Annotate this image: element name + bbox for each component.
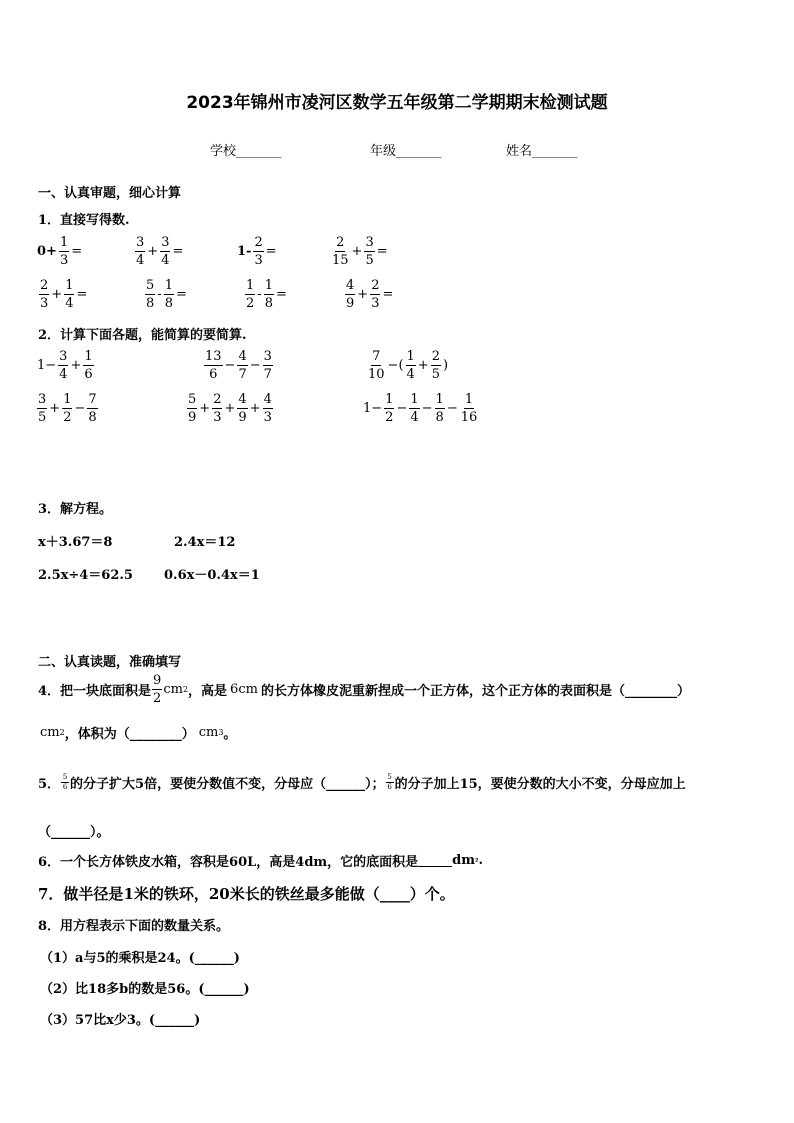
q1-fraction-den: 3 xyxy=(254,253,263,268)
q4-line2-text: ，体积为（________） xyxy=(64,727,195,742)
q1-fraction xyxy=(245,279,255,310)
q8-item-1: （1）a与5的乘积是24。(______) xyxy=(40,951,240,966)
q2-fraction xyxy=(460,393,479,424)
q1-fraction xyxy=(64,279,74,310)
q2-fraction-den: 8 xyxy=(88,410,97,425)
q6-blank[interactable] xyxy=(418,854,452,867)
q2-expression xyxy=(36,393,99,424)
q8-item-2: （2）比18多b的数是56。(______) xyxy=(40,982,250,997)
q2-fraction-den: 16 xyxy=(460,410,478,425)
q1-equals: = xyxy=(71,244,83,259)
q1-equals: = xyxy=(76,287,88,302)
q1-equals: = xyxy=(376,244,388,259)
q2-fraction-num: 3 xyxy=(38,392,47,407)
q2-fraction-den: 5 xyxy=(431,367,440,382)
q8-item-3: （3）57比x少3。(______) xyxy=(40,1013,201,1028)
q3-eq1: x＋3.67＝8 xyxy=(38,535,113,550)
q2-fraction xyxy=(384,393,394,424)
name-field: 姓名_______ xyxy=(506,144,578,159)
q2-operator: − xyxy=(74,401,86,416)
q1-prefix: 0+ xyxy=(37,244,57,259)
q1-equals: = xyxy=(265,244,277,259)
q6-sup: ² xyxy=(475,855,479,866)
q2-fraction-den: 4 xyxy=(410,410,419,425)
q2-fraction-num: 4 xyxy=(263,392,272,407)
q2-fraction-num: 1 xyxy=(435,392,444,407)
q1-fraction-num: 3 xyxy=(136,235,145,250)
q2-operator: − xyxy=(421,401,433,416)
q1-fraction-den: 9 xyxy=(346,296,355,311)
q3-eq4: 0.6x－0.4x＝1 xyxy=(164,568,260,583)
q5-label: 5． xyxy=(38,777,61,792)
q2-fraction xyxy=(263,350,273,381)
q1-item xyxy=(38,279,88,310)
q2-operator: − xyxy=(446,401,458,416)
q6-end: . xyxy=(478,853,484,868)
q4-line2: cm 2 ，体积为（________） cm 3 。 xyxy=(40,725,237,742)
q1-fraction-num: 1 xyxy=(246,278,255,293)
q2-fraction-den: 3 xyxy=(263,410,272,425)
q2-operator: − xyxy=(396,401,408,416)
q2-fraction-den: 7 xyxy=(238,367,247,382)
q1-fraction-den: 3 xyxy=(40,296,49,311)
q2-fraction-den: 2 xyxy=(63,410,72,425)
q1-operator: - xyxy=(157,287,162,302)
q1-fraction-num: 2 xyxy=(336,235,345,250)
q5-line1 xyxy=(38,773,686,792)
q4-post: 的长方体橡皮泥重新捏成一个正方体，这个正方体的表面积是（________） xyxy=(260,684,690,699)
q6-pre: 6．一个长方体铁皮水箱，容积是60L，高是4dm，它的底面积是 xyxy=(38,855,419,870)
q1-fraction-num: 1 xyxy=(264,278,273,293)
q2-fraction-den: 9 xyxy=(238,410,247,425)
q1-item xyxy=(236,236,278,267)
q2-fraction xyxy=(58,350,68,381)
q6-unit: dm xyxy=(452,853,476,868)
q1-fraction xyxy=(253,236,263,267)
q2-fraction xyxy=(263,393,273,424)
q1-fraction-den: 4 xyxy=(161,253,170,268)
q5-frac2-den: 6 xyxy=(387,783,392,791)
q2-fraction-den: 4 xyxy=(406,367,415,382)
q1-fraction-den: 5 xyxy=(365,253,374,268)
q2-operator: + xyxy=(224,401,236,416)
q5-text2: 的分子加上15，要使分数的大小不变，分母应加上 xyxy=(394,777,686,792)
q1-fraction-num: 3 xyxy=(365,235,374,250)
q2-fraction-den: 7 xyxy=(263,367,272,382)
q1-fraction-num: 3 xyxy=(161,235,170,250)
q5-text1: 的分子扩大5倍，要使分数值不变，分母应（______）； xyxy=(70,777,385,792)
q1-fraction-den: 2 xyxy=(246,296,255,311)
q4-frac-num: 9 xyxy=(153,673,162,688)
q4-mid: ，高是 xyxy=(188,684,228,699)
q2-prefix: 1− xyxy=(363,401,383,416)
q2-fraction xyxy=(237,393,247,424)
q2-fraction-num: 1 xyxy=(410,392,419,407)
grade-field: 年级_______ xyxy=(370,144,442,159)
q2-expression xyxy=(362,393,479,424)
q1-fraction-num: 1 xyxy=(65,278,74,293)
school-field: 学校_______ xyxy=(210,144,282,159)
q2-operator: + xyxy=(199,401,211,416)
q2-fraction xyxy=(237,350,247,381)
q2-operator: + xyxy=(49,401,61,416)
q4-fraction xyxy=(152,674,162,705)
q1-fraction xyxy=(135,236,145,267)
q5-frac1-den: 6 xyxy=(62,783,68,791)
q6 xyxy=(38,851,483,870)
q2-fraction-den: 10 xyxy=(368,367,385,382)
q1-fraction-den: 8 xyxy=(146,296,155,311)
q2-fraction xyxy=(204,350,223,381)
q3-label: 3．解方程。 xyxy=(38,502,113,517)
q2-fraction-num: 1 xyxy=(464,392,474,407)
q2-operator: − xyxy=(224,358,236,373)
q4-pre: 4．把一块底面积是 xyxy=(38,684,152,699)
q2-fraction-num: 4 xyxy=(238,392,247,407)
q2-fraction-den: 2 xyxy=(385,410,394,425)
q2-label: 2．计算下面各题，能简算的要简算. xyxy=(38,328,247,343)
q1-operator: + xyxy=(147,244,159,259)
q1-fraction-den: 8 xyxy=(164,296,173,311)
q5-frac2-num: 5 xyxy=(387,773,392,781)
q2-fraction-den: 6 xyxy=(84,367,93,382)
q1-equals: = xyxy=(382,287,394,302)
q4-line2-unit: cm xyxy=(40,725,60,740)
q2-fraction-num: 2 xyxy=(213,392,222,407)
q2-fraction-num: 5 xyxy=(188,392,197,407)
q1-fraction xyxy=(370,279,380,310)
q2-fraction xyxy=(62,393,72,424)
q2-fraction-den: 6 xyxy=(209,367,218,382)
q2-fraction-num: 3 xyxy=(263,349,272,364)
q2-fraction-den: 4 xyxy=(59,367,68,382)
q2-fraction xyxy=(367,350,386,381)
q2-fraction xyxy=(187,393,197,424)
q2-fraction-den: 9 xyxy=(188,410,197,425)
q2-fraction-num: 2 xyxy=(431,349,440,364)
q1-operator: - xyxy=(257,287,262,302)
q2-operator: − xyxy=(249,358,261,373)
q2-expression xyxy=(186,393,274,424)
q2-fraction xyxy=(212,393,222,424)
q2-expression xyxy=(36,350,95,381)
q2-fraction-den: 3 xyxy=(213,410,222,425)
q1-fraction xyxy=(364,236,374,267)
q5-fraction-1 xyxy=(61,774,69,791)
q2-expression xyxy=(366,350,449,381)
q2-operator: + xyxy=(249,401,261,416)
section-2-heading: 二、认真读题，准确填写 xyxy=(38,655,182,670)
q1-fraction-num: 2 xyxy=(254,235,263,250)
q1-item xyxy=(330,236,389,267)
q2-operator: + xyxy=(70,358,82,373)
q3-eq2: 2.4x＝12 xyxy=(174,535,236,550)
q1-fraction-den: 15 xyxy=(332,253,349,268)
q1-fraction-num: 2 xyxy=(40,278,49,293)
q1-fraction-den: 8 xyxy=(264,296,273,311)
q1-fraction-num: 4 xyxy=(346,278,355,293)
q1-fraction-num: 1 xyxy=(59,235,69,250)
q2-fraction-num: 13 xyxy=(205,349,222,364)
q1-equals: = xyxy=(172,244,184,259)
q4-unit1: cm xyxy=(163,682,183,697)
q2-fraction xyxy=(37,393,47,424)
q1-operator: + xyxy=(51,287,63,302)
q2-suffix: ) xyxy=(442,358,449,373)
q5-line2: （______）。 xyxy=(38,825,110,840)
q2-fraction xyxy=(409,393,419,424)
q2-fraction-den: 8 xyxy=(435,410,444,425)
q1-item xyxy=(36,236,83,267)
section-1-heading: 一、认真审题，细心计算 xyxy=(38,186,182,201)
q4-line2-unit2: cm xyxy=(198,725,219,740)
q3-eq3: 2.5x÷4＝62.5 xyxy=(38,568,133,583)
q1-fraction xyxy=(39,279,49,310)
q1-fraction-den: 3 xyxy=(371,296,380,311)
q1-fraction-num: 1 xyxy=(164,278,173,293)
q1-fraction xyxy=(331,236,350,267)
q2-fraction-num: 7 xyxy=(88,392,97,407)
q2-fraction xyxy=(435,393,445,424)
q1-item xyxy=(134,236,184,267)
q1-fraction xyxy=(145,279,155,310)
q2-fraction xyxy=(406,350,416,381)
q2-prefix: 1− xyxy=(37,358,57,373)
q4-frac-den: 2 xyxy=(153,691,162,706)
q1-fraction xyxy=(164,279,174,310)
q2-fraction xyxy=(83,350,93,381)
q1-item xyxy=(244,279,288,310)
q2-fraction-num: 1 xyxy=(63,392,72,407)
q2-operator: −( xyxy=(387,358,404,373)
q1-fraction-den: 3 xyxy=(59,253,69,268)
q2-fraction-num: 1 xyxy=(406,349,415,364)
q2-fraction-num: 1 xyxy=(84,349,93,364)
q1-item xyxy=(144,279,188,310)
q1-fraction xyxy=(160,236,170,267)
q2-fraction-num: 3 xyxy=(59,349,68,364)
q2-fraction-den: 5 xyxy=(38,410,47,425)
q4-height: 6cm xyxy=(230,682,258,697)
q1-fraction xyxy=(345,279,355,310)
q2-fraction xyxy=(87,393,97,424)
q2-expression xyxy=(203,350,274,381)
q5-fraction-2 xyxy=(386,774,394,791)
q1-equals: = xyxy=(275,287,287,302)
q1-fraction-den: 4 xyxy=(65,296,74,311)
q2-fraction xyxy=(431,350,441,381)
q1-prefix: 1- xyxy=(237,244,252,259)
q1-operator: + xyxy=(351,244,363,259)
q1-equals: = xyxy=(175,287,187,302)
q1-fraction-num: 2 xyxy=(371,278,380,293)
q1-operator: + xyxy=(357,287,369,302)
q1-item xyxy=(344,279,394,310)
q1-fraction-den: 4 xyxy=(136,253,145,268)
q2-fraction-num: 4 xyxy=(238,349,247,364)
q2-fraction-num: 1 xyxy=(385,392,394,407)
q1-label: 1．直接写得数. xyxy=(38,213,130,228)
q4-line1: 4．把一块底面积是 $\frac{9}{2}$ cm 2 ，高是 6cm 的长方体橡皮泥重新捏成一个正方体，这个正方体的表面积是（________） xyxy=(38,673,690,706)
q2-fraction-num: 7 xyxy=(372,349,381,364)
q5-frac1-num: 5 xyxy=(62,773,68,781)
q1-fraction xyxy=(59,236,69,267)
q1-fraction-num: 5 xyxy=(146,278,155,293)
q1-fraction xyxy=(264,279,274,310)
page-title: 2023年锦州市凌河区数学五年级第二学期期末检测试题 xyxy=(186,93,608,113)
q2-operator: + xyxy=(417,358,429,373)
q7: 7．做半径是1米的铁环，20米长的铁丝最多能做（____）个。 xyxy=(38,885,455,903)
q8-label: 8．用方程表示下面的数量关系。 xyxy=(38,919,230,934)
